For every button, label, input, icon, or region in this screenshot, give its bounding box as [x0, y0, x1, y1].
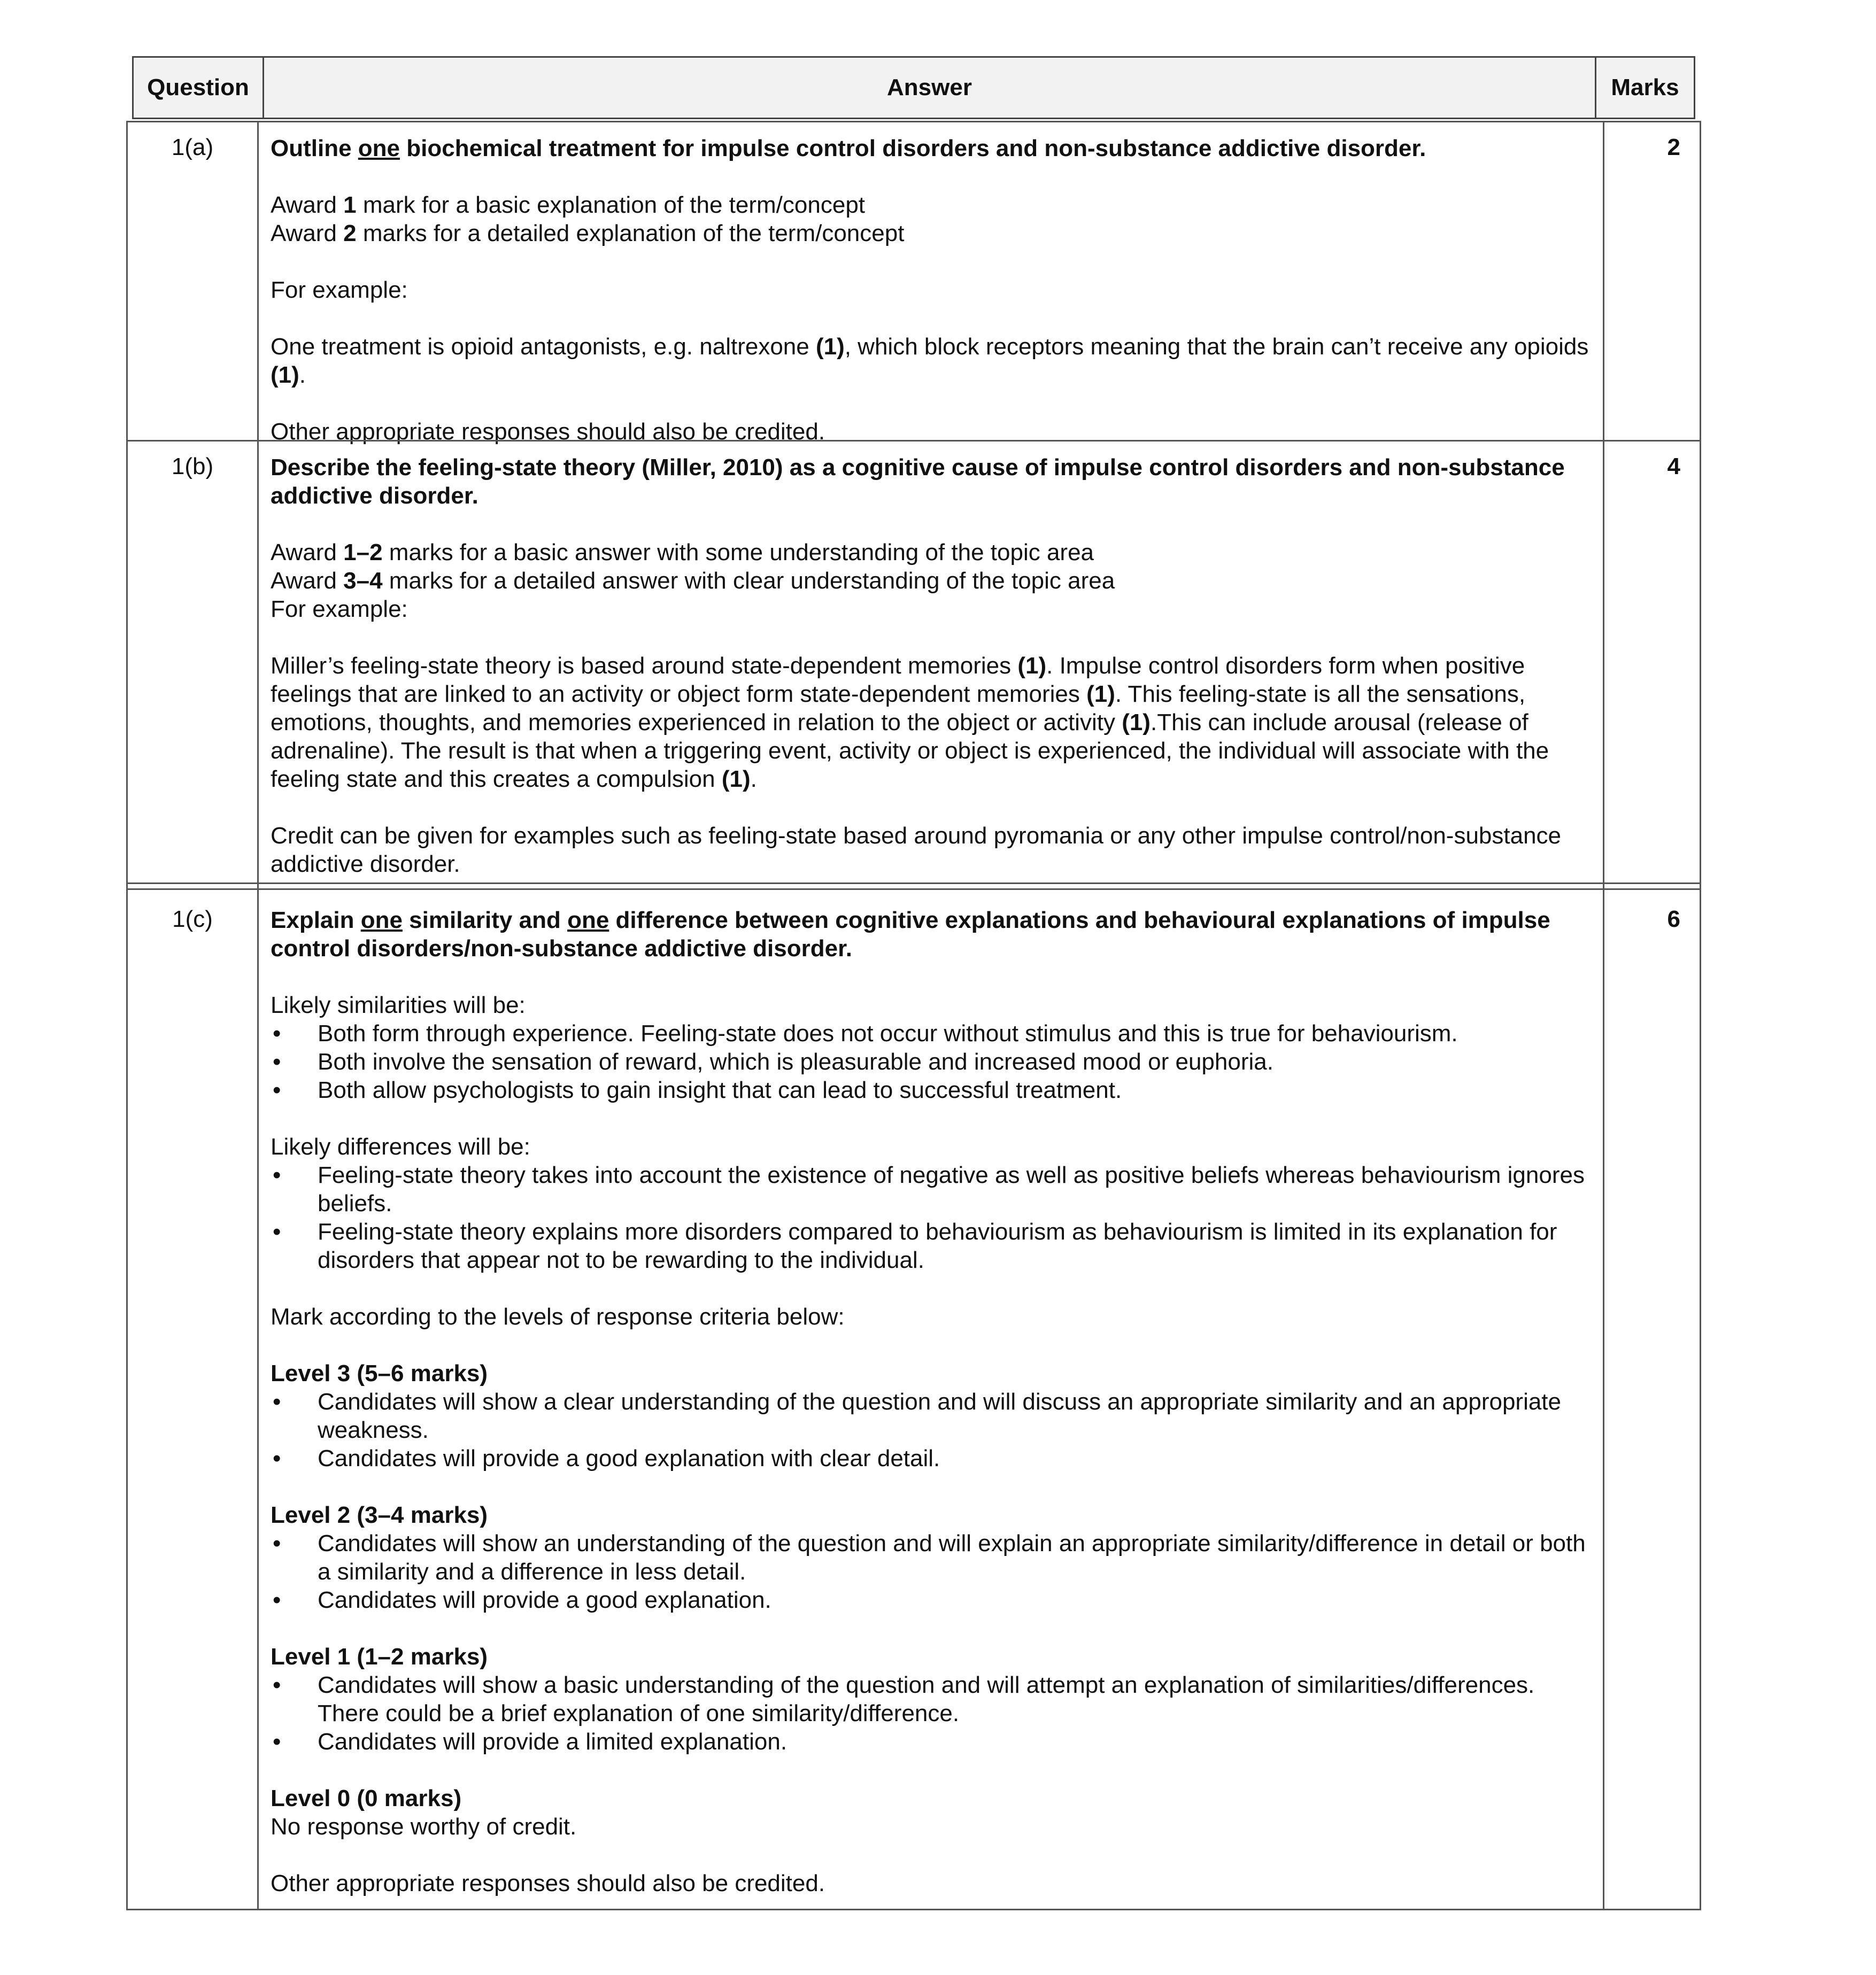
credit-note: Credit can be given for examples such as feeling-state based around pyromania or any other impulse control/non-substance addictive disorder.: [271, 823, 1562, 877]
marks-value: 2: [1667, 134, 1680, 160]
question-cell: [126, 888, 259, 1910]
answer-cell: [257, 440, 1604, 884]
marks-value: 6: [1667, 906, 1680, 932]
level-3-list: [271, 1388, 1591, 1473]
level-0-title: Level 0 (0 marks): [271, 1785, 462, 1811]
answer-content: [271, 906, 1591, 1897]
header-question: Question: [132, 56, 264, 119]
level-0-text: No response worthy of credit.: [271, 1814, 577, 1840]
list-item: • Candidates will provide a good explanation with clear detail.: [271, 1444, 1591, 1473]
question-prompt: Explain one similarity and one difference between cognitive explanations and behavioural explanations of impulse control disorders/non-substance addictive disorder.: [271, 907, 1550, 962]
question-cell: [126, 121, 259, 442]
award-line: Award 2 marks for a detailed explanation of the term/concept: [271, 220, 905, 246]
levels-intro: Mark according to the levels of response criteria below:: [271, 1304, 845, 1330]
answer-content: [271, 453, 1591, 878]
list-item: • Candidates will show an understanding of the question and will explain an appropriate similarity/difference in detail or both a similarity and a difference in less detail.: [271, 1529, 1591, 1586]
level-1-list: [271, 1671, 1591, 1756]
award-line: Award 1 mark for a basic explanation of the term/concept: [271, 192, 866, 218]
list-item: • Candidates will provide a good explanation.: [271, 1586, 1591, 1614]
question-prompt: Describe the feeling-state theory (Miller, 2010) as a cognitive cause of impulse control disorders and non-substance addictive disorder.: [271, 454, 1565, 509]
list-item: • Both form through experience. Feeling-state does not occur without stimulus and this is true for behaviourism.: [271, 1019, 1591, 1048]
question-number: 1(a): [171, 134, 214, 160]
marks-cell: [1603, 121, 1701, 442]
table-row-1b: [126, 440, 1701, 884]
differences-heading: Likely differences will be:: [271, 1134, 530, 1160]
similarities-list: [271, 1019, 1591, 1104]
differences-list: [271, 1161, 1591, 1274]
question-number: 1(b): [171, 453, 214, 479]
list-item: • Feeling-state theory takes into account the existence of negative as well as positive beliefs whereas behaviourism ignores beliefs.: [271, 1161, 1591, 1218]
award-line: Award 3–4 marks for a detailed answer with clear understanding of the topic area: [271, 568, 1115, 594]
award-line: Award 1–2 marks for a basic answer with some understanding of the topic area: [271, 539, 1094, 566]
table-row-1c: [126, 888, 1701, 1910]
marks-cell: [1603, 440, 1701, 884]
answer-cell: [257, 121, 1604, 445]
question-cell: [126, 440, 259, 884]
list-item: • Both involve the sensation of reward, which is pleasurable and increased mood or euphoria.: [271, 1048, 1591, 1076]
list-item: • Feeling-state theory explains more disorders compared to behaviourism as behaviourism is limited in its explanation for disorders that appear not to be rewarding to the individual.: [271, 1218, 1591, 1274]
header-answer: Answer: [263, 56, 1596, 119]
marks-cell: [1603, 888, 1701, 1910]
question-number: 1(c): [172, 906, 213, 932]
question-prompt: Outline one biochemical treatment for impulse control disorders and non-substance addictive disorder.: [271, 135, 1426, 161]
list-item: • Candidates will provide a limited explanation.: [271, 1728, 1591, 1756]
example-answer: Miller’s feeling-state theory is based around state-dependent memories (1). Impulse control disorders form when positive feelings that are linked to an activity or object form state-dependent memories (1). This feeling-state is all the sensations, emotions, thoughts, and memories experienced in relation to the object or activity (1).This can include arousal (release of adrenaline). The result is that when a triggering event, activity or object is experienced, the individual will associate with the feeling state and this creates a compulsion (1).: [271, 653, 1549, 792]
example-answer: One treatment is opioid antagonists, e.g. naltrexone (1), which block receptors meaning that the brain can’t receive any opioids (1).: [271, 334, 1589, 388]
header-marks: Marks: [1595, 56, 1695, 119]
table-row-1a: [126, 121, 1701, 445]
level-3-title: Level 3 (5–6 marks): [271, 1360, 488, 1387]
answer-content: [271, 134, 1591, 446]
answer-cell: [257, 888, 1604, 1910]
other-responses-note: Other appropriate responses should also be credited.: [271, 1870, 825, 1896]
level-2-title: Level 2 (3–4 marks): [271, 1502, 488, 1528]
level-2-list: [271, 1529, 1591, 1614]
for-example-label: For example:: [271, 277, 408, 303]
list-item: • Both allow psychologists to gain insight that can lead to successful treatment.: [271, 1076, 1591, 1104]
list-item: • Candidates will show a basic understanding of the question and will attempt an explanation of similarities/differences. There could be a brief explanation of one similarity/difference.: [271, 1671, 1591, 1728]
list-item: • Candidates will show a clear understanding of the question and will discuss an appropriate similarity and an appropriate weakness.: [271, 1388, 1591, 1444]
similarities-heading: Likely similarities will be:: [271, 992, 526, 1018]
marks-value: 4: [1667, 453, 1680, 479]
for-example-label: For example:: [271, 596, 408, 622]
level-1-title: Level 1 (1–2 marks): [271, 1644, 488, 1670]
other-responses-note: Other appropriate responses should also be credited.: [271, 419, 825, 445]
